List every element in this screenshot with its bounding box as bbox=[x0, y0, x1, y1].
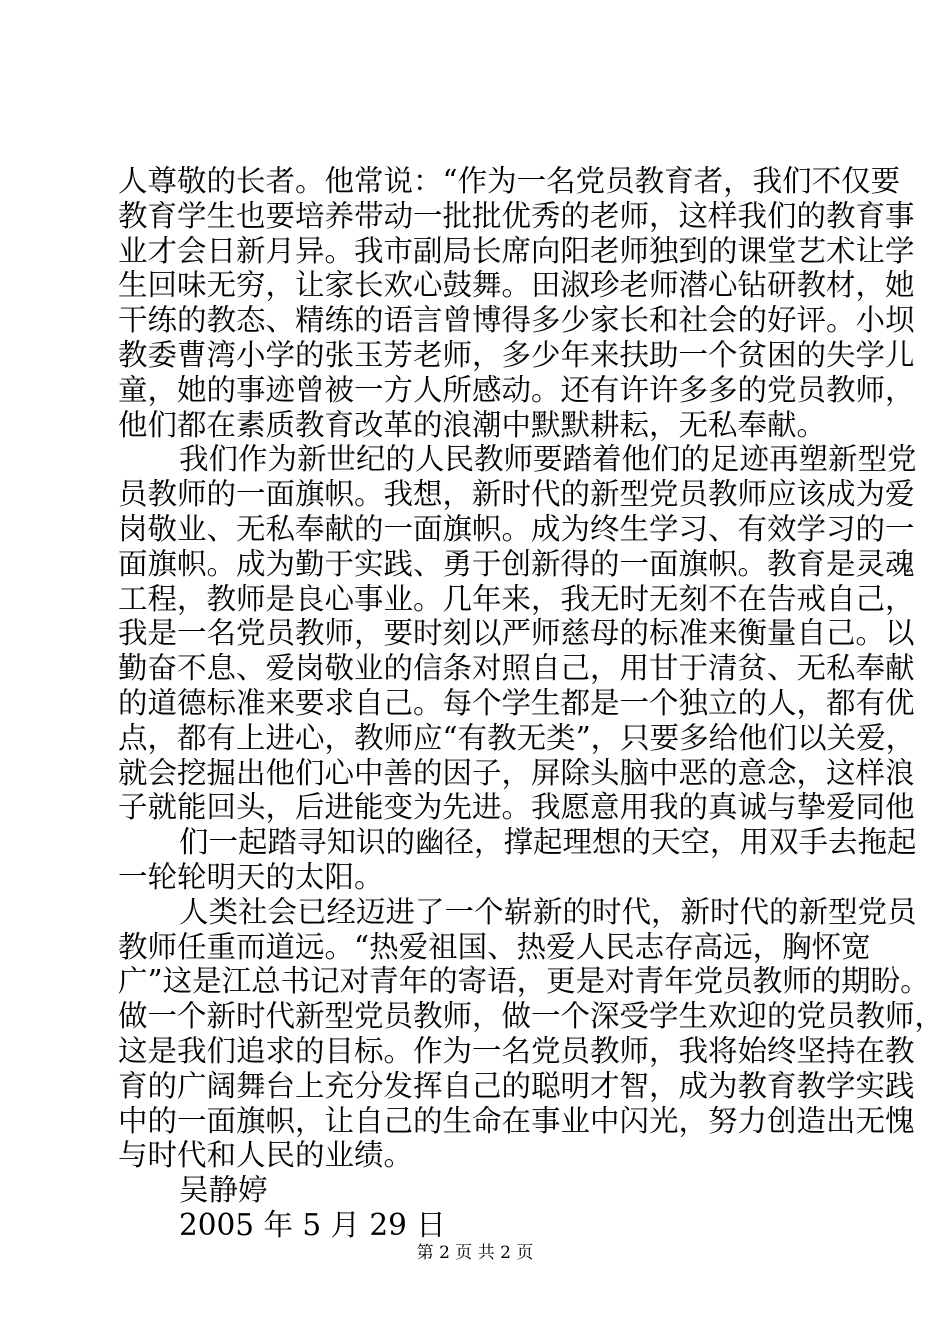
page-footer: 第 2 页 共 2 页 bbox=[416, 1243, 534, 1263]
text-line: 面旗帜。成为勤于实践、勇于创新得的一面旗帜。教育是灵魂 bbox=[118, 546, 915, 581]
text-line: 干练的教态、精练的语言曾博得多少家长和社会的好评。小坝 bbox=[118, 303, 915, 338]
text-line: 中的一面旗帜，让自己的生命在事业中闪光，努力创造出无愧 bbox=[118, 1103, 915, 1138]
text-line: 教育学生也要培养带动一批批优秀的老师，这样我们的教育事 bbox=[118, 198, 915, 233]
text-line: 员教师的一面旗帜。我想，新时代的新型党员教师应该成为爱 bbox=[118, 477, 915, 512]
text-line: 勤奋不息、爱岗敬业的信条对照自己，用甘于清贫、无私奉献 bbox=[118, 651, 915, 686]
text-line: 的道德标准来要求自己。每个学生都是一个独立的人，都有优 bbox=[118, 685, 915, 720]
text-line: 业才会日新月异。我市副局长席向阳老师独到的课堂艺术让学 bbox=[118, 233, 915, 268]
text-line: 我是一名党员教师，要时刻以严师慈母的标准来衡量自己。以 bbox=[118, 616, 915, 651]
text-line: 人尊敬的长者。他常说：“作为一名党员教育者，我们不仅要 bbox=[118, 164, 901, 198]
text-line: 们一起踏寻知识的幽径，撑起理想的天空，用双手去拖起 bbox=[179, 825, 917, 860]
text-line: 人类社会已经迈进了一个崭新的时代，新时代的新型党员 bbox=[179, 894, 917, 929]
text-line: 点，都有上进心，教师应“有教无类”，只要多给他们以关爱， bbox=[118, 720, 916, 755]
text-line: 一轮轮明天的太阳。 bbox=[118, 859, 384, 894]
text-line: 就会挖掘出他们心中善的因子，屏除头脑中恶的意念，这样浪 bbox=[118, 755, 915, 790]
text-line: 这是我们追求的目标。作为一名党员教师，我将始终坚持在教 bbox=[118, 1033, 915, 1068]
text-line: 做一个新时代新型党员教师，做一个深受学生欢迎的党员教师， bbox=[118, 999, 945, 1034]
text-line: 我们作为新世纪的人民教师要踏着他们的足迹再塑新型党 bbox=[179, 442, 917, 477]
text-line: 教委曹湾小学的张玉芳老师，多少年来扶助一个贫困的失学儿 bbox=[118, 337, 915, 372]
text-line: 育的广阔舞台上充分发挥自己的聪明才智，成为教育教学实践 bbox=[118, 1068, 915, 1103]
signature-date: 2005 年 5 月 29 日 bbox=[179, 1207, 446, 1242]
text-line: 与时代和人民的业绩。 bbox=[118, 1138, 414, 1173]
text-line: 他们都在素质教育改革的浪潮中默默耕耘，无私奉献。 bbox=[118, 407, 827, 442]
text-line: 岗敬业、无私奉献的一面旗帜。成为终生学习、有效学习的一 bbox=[118, 511, 915, 546]
text-line: 生回味无穷，让家长欢心鼓舞。田淑珍老师潜心钻研教材，她 bbox=[118, 268, 915, 303]
text-line: 童，她的事迹曾被一方人所感动。还有许许多多的党员教师， bbox=[118, 372, 915, 407]
text-line: 子就能回头，后进能变为先进。我愿意用我的真诚与挚爱同他 bbox=[118, 790, 915, 825]
signature-name: 吴静婷 bbox=[179, 1173, 268, 1208]
text-line: 教师任重而道远。“热爱祖国、热爱人民志存高远，胸怀宽 bbox=[118, 929, 871, 964]
text-line: 工程，教师是良心事业。几年来，我无时无刻不在告戒自己， bbox=[118, 581, 915, 616]
document-body bbox=[118, 164, 945, 1243]
text-line: 广”这是江总书记对青年的寄语，更是对青年党员教师的期盼。 bbox=[118, 964, 930, 999]
